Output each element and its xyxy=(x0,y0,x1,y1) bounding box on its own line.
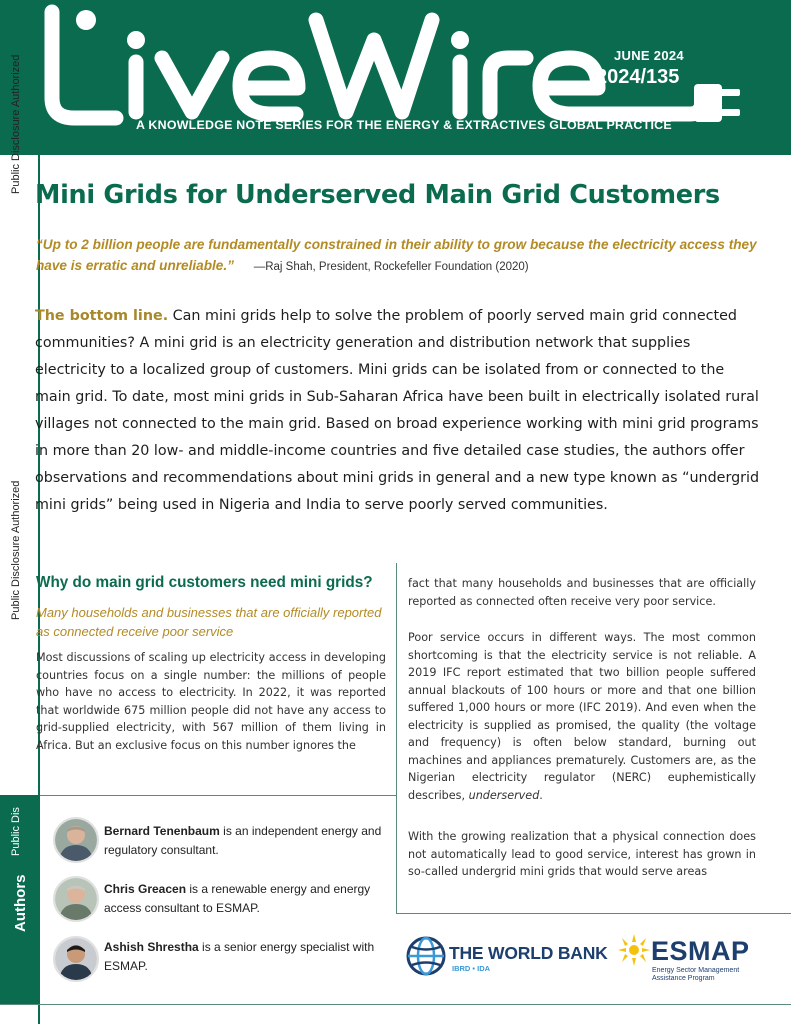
footer-divider xyxy=(396,913,791,914)
disclosure-stamp: Public Disclosure Authorized xyxy=(10,480,22,620)
section-heading: Why do main grid customers need mini grids? xyxy=(36,574,373,591)
pull-quote xyxy=(36,234,776,278)
column-divider xyxy=(396,563,397,913)
author-desc: is a senior energy specialist with ESMAP. xyxy=(104,940,375,973)
author-photo xyxy=(53,817,99,863)
paragraph-end: . xyxy=(539,788,543,802)
author-photo xyxy=(53,876,99,922)
disclosure-stamp: Public Disclosure Authorized xyxy=(10,54,22,194)
emphasis-underserved: underserved xyxy=(468,788,540,802)
quote-attribution: —Raj Shah, President, Rockefeller Foundation (2020) xyxy=(253,261,529,273)
right-column-paragraph-2 xyxy=(408,629,756,804)
series-subtitle: A KNOWLEDGE NOTE SERIES FOR THE ENERGY & EXTRACTIVES GLOBAL PRACTICE xyxy=(136,118,672,132)
article-title: Mini Grids for Underserved Main Grid Customers xyxy=(35,180,720,210)
esmap-name: ESMAP xyxy=(651,936,750,966)
section-subheading: Many households and businesses that are officially reported as connected receive poor service xyxy=(36,605,382,639)
author-desc: is a renewable energy and energy access consultant to ESMAP. xyxy=(104,882,371,915)
esmap-subtitle: Energy Sector Management Assistance Program xyxy=(652,967,740,982)
author-name: Ashish Shrestha xyxy=(104,940,199,954)
world-bank-subtitle: IBRD • IDA xyxy=(452,964,491,973)
issue-date: JUNE 2024 xyxy=(614,48,684,63)
right-column-paragraph-1: fact that many households and businesses that are officially reported as connected often receive very poor service. xyxy=(408,577,756,608)
quote-text: “Up to 2 billion people are fundamentally constrained in their ability to grow because the electricity access they have is erratic and unreliable.” xyxy=(36,237,757,273)
issue-number: 2024/135 xyxy=(596,66,680,88)
bottom-line-body: Can mini grids help to solve the problem of poorly served main grid connected communities? A mini grid is an electricity generation and distribution network that supplies electricity to a localized group of customers. Mini grids can be isolated from or connected to the main grid. To date, most mini grids in Sub-Saharan Africa have been built in electrically isolated rural villages not connected to the main grid. Based on broad experience working with mini grid programs in more than 20 low- and middle-income countries and five detailed case studies, the authors offer observations and recommendations about mini grids in general and a new type known as “undergrid mini grids” being used in Nigeria and India to serve poorly served communities. xyxy=(35,308,760,513)
bottom-line-lead: The bottom line. xyxy=(35,308,169,324)
world-bank-name: THE WORLD BANK xyxy=(449,943,608,963)
page-bottom-rule xyxy=(0,1004,791,1005)
disclosure-stamp: Public Dis xyxy=(10,807,22,856)
masthead xyxy=(0,0,791,155)
left-column-paragraph: Most discussions of scaling up electricity access in developing countries focus on a single number: the millions of people who have no access to electricity. In 2022, it was reported that worldwide 675 million people did not have any access to grid-supplied electricity, with 567 million of them living in Africa. But an exclusive focus on this number ignores the xyxy=(36,651,386,752)
author-bio xyxy=(104,822,389,860)
paragraph-text: Poor service occurs in different ways. The most common shortcoming is that the electricity service is not reliable. A 2019 IFC report estimated that two billion people suffered annual blackouts of 100 hours or more and that one billion suffered 1,000 hours or more (IFC 2019). And even when the electricity is supplied as promised, the quality (the voltage and frequency) is often below standard, burning out machines and appliances prematurely. Customers are, as the Nigerian electricity regulator (NERC) euphemistically describes, xyxy=(408,631,756,802)
esmap-sun-icon xyxy=(618,932,650,972)
author-bio xyxy=(104,880,389,918)
bottom-line-paragraph xyxy=(35,303,763,519)
authors-label: Authors xyxy=(12,874,29,932)
author-name: Bernard Tenenbaum xyxy=(104,824,220,838)
author-photo xyxy=(53,936,99,982)
world-bank-globe-icon xyxy=(406,936,446,976)
author-desc: is an independent energy and regulatory consultant. xyxy=(104,824,382,857)
author-bio xyxy=(104,938,389,976)
right-column-paragraph-3: With the growing realization that a physical connection does not automatically lead to good service, interest has grown in so-called undergrid mini grids that would serve areas xyxy=(408,830,756,878)
author-name: Chris Greacen xyxy=(104,882,187,896)
